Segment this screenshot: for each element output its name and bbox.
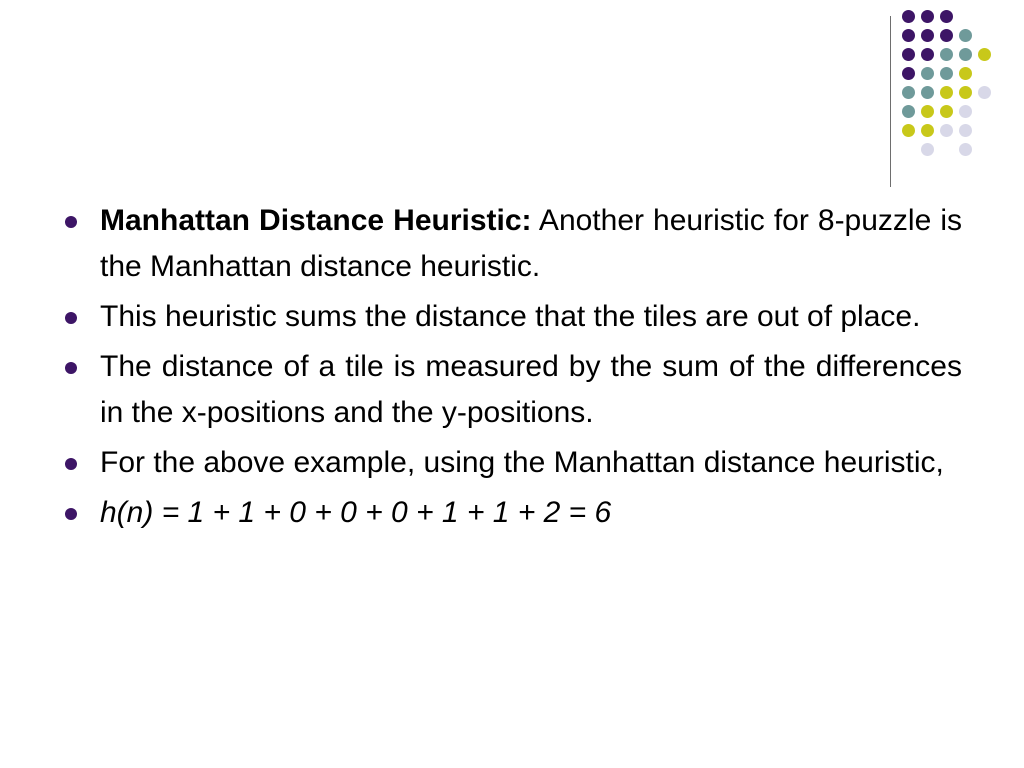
decorative-dot-purple <box>902 10 915 23</box>
decorative-divider-line <box>890 16 891 187</box>
bullet-item-example <box>62 440 962 486</box>
decorative-dot-purple <box>921 29 934 42</box>
decorative-dot-lavender <box>959 143 972 156</box>
decorative-dot-teal <box>902 105 915 118</box>
decorative-dot-lavender <box>940 124 953 137</box>
decorative-dot-teal <box>959 29 972 42</box>
decorative-dot-yellow <box>921 124 934 137</box>
decorative-dot-teal <box>940 67 953 80</box>
decorative-dot-grid <box>902 10 1012 170</box>
decorative-dot-yellow <box>940 86 953 99</box>
decorative-dot-teal <box>921 86 934 99</box>
decorative-dot-yellow <box>921 105 934 118</box>
bullet-dot-icon <box>65 508 77 520</box>
decorative-dot-purple <box>940 10 953 23</box>
decorative-dot-purple <box>921 48 934 61</box>
decorative-dot-yellow <box>978 48 991 61</box>
decorative-dot-teal <box>921 67 934 80</box>
bullet-item-heuristic-sums <box>62 294 962 340</box>
bullet-item-manhattan-definition <box>62 198 962 290</box>
decorative-dot-purple <box>902 67 915 80</box>
bullet-text: Another heuristic for 8-puzzle is the Manhattan distance heuristic. <box>100 204 962 283</box>
bullet-dot-icon <box>65 312 77 324</box>
slide-body <box>62 198 962 540</box>
decorative-dot-lavender <box>921 143 934 156</box>
decorative-dot-purple <box>902 48 915 61</box>
bullet-text: This heuristic sums the distance that the tiles are out of place. <box>100 300 921 333</box>
decorative-dot-purple <box>902 29 915 42</box>
decorative-dot-lavender <box>959 124 972 137</box>
decorative-dot-lavender <box>978 86 991 99</box>
bullet-item-formula <box>62 490 962 536</box>
decorative-dot-yellow <box>940 105 953 118</box>
decorative-dot-yellow <box>959 67 972 80</box>
formula-function-name: h(n) <box>100 496 154 529</box>
decorative-dot-purple <box>921 10 934 23</box>
bullet-text: The distance of a tile is measured by the sum of the differences in the x-positions and the y-positions. <box>100 350 962 429</box>
bullet-dot-icon <box>65 458 77 470</box>
decorative-dot-yellow <box>902 124 915 137</box>
decorative-dot-yellow <box>959 86 972 99</box>
bullet-dot-icon <box>65 216 77 228</box>
bullet-list <box>62 198 962 536</box>
decorative-dot-teal <box>959 48 972 61</box>
decorative-dot-lavender <box>959 105 972 118</box>
decorative-dot-teal <box>902 86 915 99</box>
bullet-text: For the above example, using the Manhattan distance heuristic, <box>100 446 944 479</box>
bullet-bold-heading: Manhattan Distance Heuristic: <box>100 204 532 237</box>
formula-expression: = 1 + 1 + 0 + 0 + 0 + 1 + 1 + 2 = 6 <box>153 496 612 529</box>
decorative-dot-purple <box>940 29 953 42</box>
bullet-dot-icon <box>65 362 77 374</box>
decorative-dot-teal <box>940 48 953 61</box>
bullet-item-tile-distance <box>62 344 962 436</box>
